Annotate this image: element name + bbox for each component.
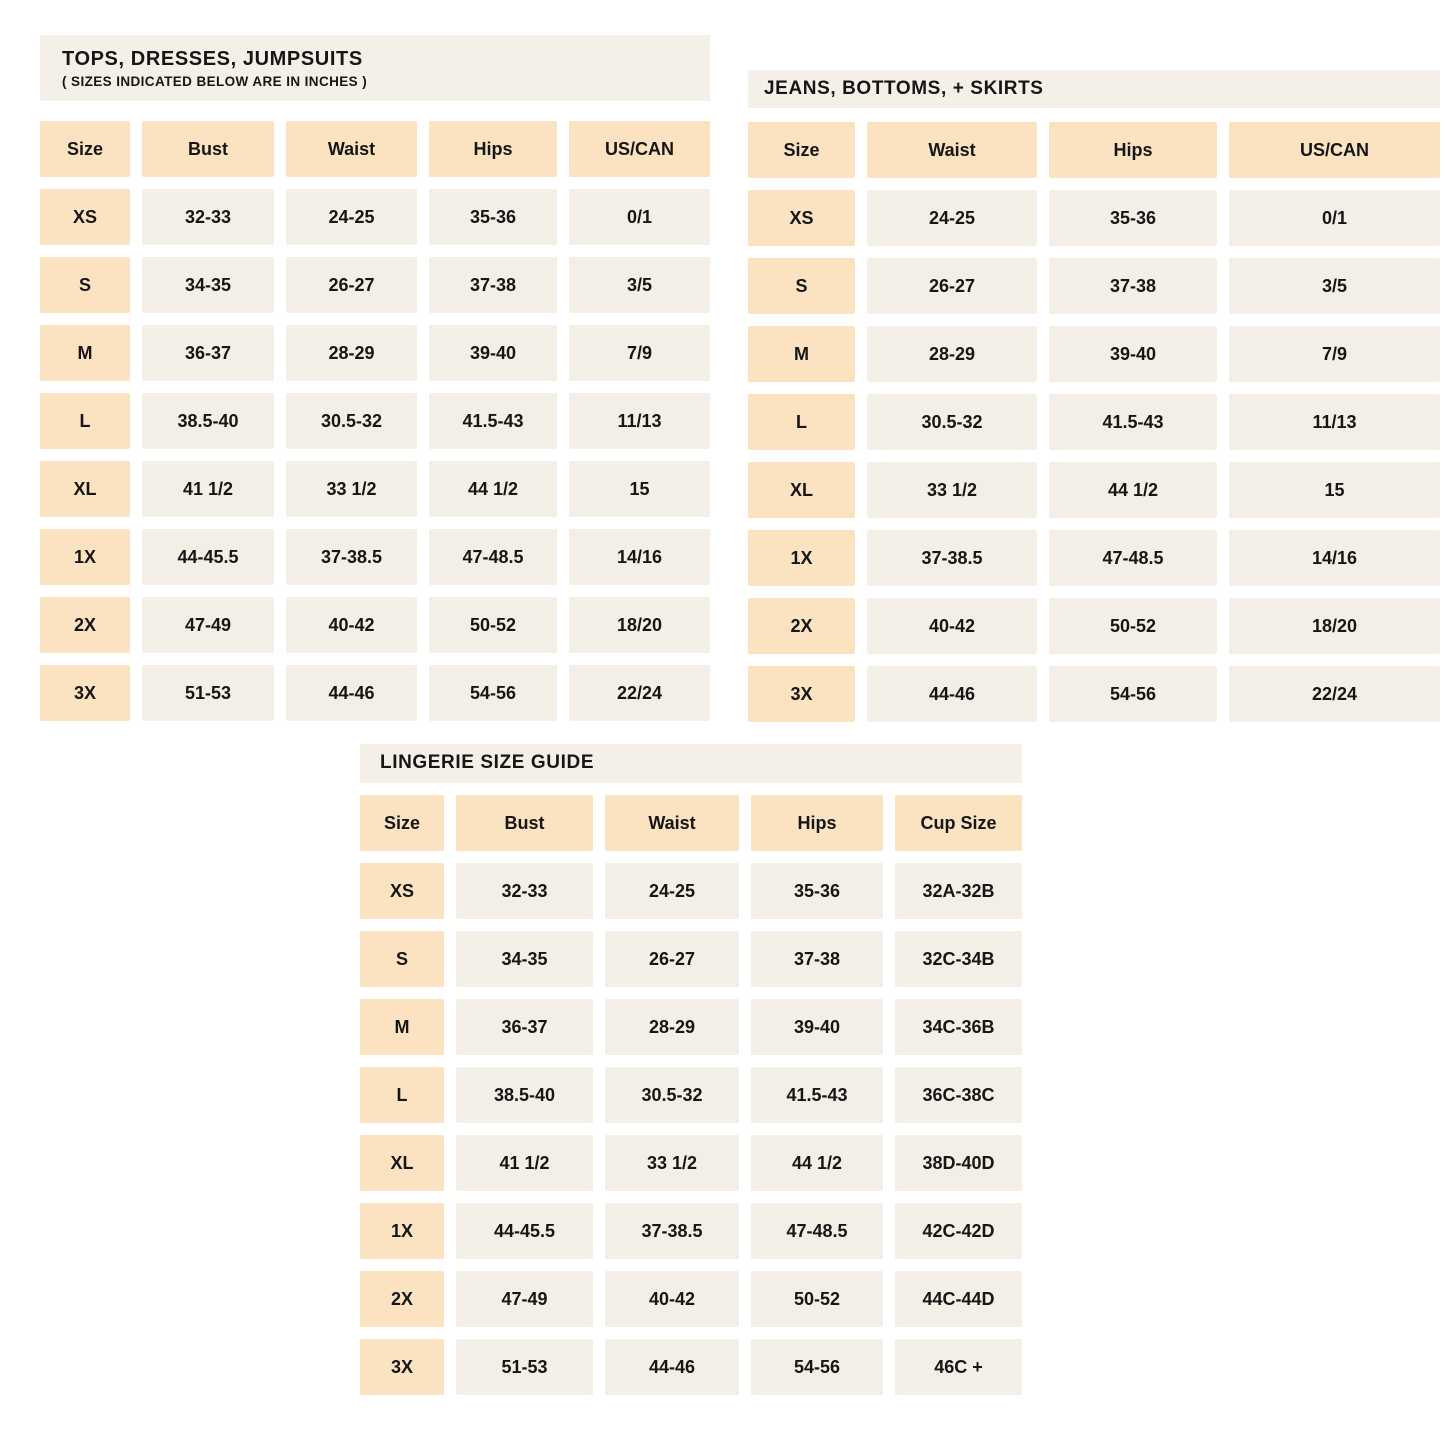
jeans-l-us-can-cell: 11/13: [1229, 394, 1440, 450]
lingerie-xl-bust-cell: 41 1/2: [456, 1135, 593, 1191]
tops-size-cell-3x: 3X: [40, 665, 130, 721]
lingerie-l-waist-cell: 30.5-32: [605, 1067, 739, 1123]
lingerie-xl-waist-cell: 33 1/2: [605, 1135, 739, 1191]
lingerie-s-cup-size-cell: 32C-34B: [895, 931, 1022, 987]
tops-size-cell-2x: 2X: [40, 597, 130, 653]
lingerie-m-hips-cell: 39-40: [751, 999, 883, 1055]
jeans-1x-us-can-cell: 14/16: [1229, 530, 1440, 586]
jeans-2x-us-can-cell: 18/20: [1229, 598, 1440, 654]
lingerie-size-cell-s: S: [360, 931, 444, 987]
lingerie-xs-hips-cell: 35-36: [751, 863, 883, 919]
tops-size-cell-xs: XS: [40, 189, 130, 245]
tops-3x-waist-cell: 44-46: [286, 665, 417, 721]
tops-xs-waist-cell: 24-25: [286, 189, 417, 245]
tops-1x-us-can-cell: 14/16: [569, 529, 710, 585]
tops-size-cell-xl: XL: [40, 461, 130, 517]
lingerie-column-header-cup-size: Cup Size: [895, 795, 1022, 851]
tops-3x-us-can-cell: 22/24: [569, 665, 710, 721]
tops-3x-bust-cell: 51-53: [142, 665, 274, 721]
lingerie-1x-waist-cell: 37-38.5: [605, 1203, 739, 1259]
lingerie-m-waist-cell: 28-29: [605, 999, 739, 1055]
lingerie-3x-waist-cell: 44-46: [605, 1339, 739, 1395]
lingerie-1x-bust-cell: 44-45.5: [456, 1203, 593, 1259]
tops-title: TOPS, DRESSES, JUMPSUITS: [62, 47, 363, 70]
lingerie-2x-waist-cell: 40-42: [605, 1271, 739, 1327]
jeans-column-header-hips: Hips: [1049, 122, 1217, 178]
tops-s-hips-cell: 37-38: [429, 257, 557, 313]
jeans-grid: [748, 122, 1440, 722]
jeans-2x-hips-cell: 50-52: [1049, 598, 1217, 654]
tops-xs-bust-cell: 32-33: [142, 189, 274, 245]
lingerie-m-cup-size-cell: 34C-36B: [895, 999, 1022, 1055]
lingerie-column-header-bust: Bust: [456, 795, 593, 851]
tops-s-waist-cell: 26-27: [286, 257, 417, 313]
jeans-2x-waist-cell: 40-42: [867, 598, 1037, 654]
tops-2x-waist-cell: 40-42: [286, 597, 417, 653]
lingerie-size-cell-3x: 3X: [360, 1339, 444, 1395]
jeans-size-cell-l: L: [748, 394, 855, 450]
tops-subtitle-note: ( SIZES INDICATED BELOW ARE IN INCHES ): [62, 73, 368, 89]
lingerie-s-waist-cell: 26-27: [605, 931, 739, 987]
lingerie-column-header-hips: Hips: [751, 795, 883, 851]
tops-size-table: [40, 35, 710, 721]
jeans-xl-us-can-cell: 15: [1229, 462, 1440, 518]
tops-1x-waist-cell: 37-38.5: [286, 529, 417, 585]
jeans-1x-hips-cell: 47-48.5: [1049, 530, 1217, 586]
tops-l-us-can-cell: 11/13: [569, 393, 710, 449]
lingerie-size-cell-m: M: [360, 999, 444, 1055]
lingerie-xs-cup-size-cell: 32A-32B: [895, 863, 1022, 919]
lingerie-l-hips-cell: 41.5-43: [751, 1067, 883, 1123]
jeans-size-cell-xs: XS: [748, 190, 855, 246]
lingerie-size-cell-xs: XS: [360, 863, 444, 919]
tops-xl-waist-cell: 33 1/2: [286, 461, 417, 517]
jeans-xs-waist-cell: 24-25: [867, 190, 1037, 246]
tops-column-header-waist: Waist: [286, 121, 417, 177]
lingerie-title: LINGERIE SIZE GUIDE: [380, 752, 595, 774]
lingerie-title-banner: [360, 744, 1022, 783]
tops-m-hips-cell: 39-40: [429, 325, 557, 381]
tops-column-header-bust: Bust: [142, 121, 274, 177]
tops-1x-hips-cell: 47-48.5: [429, 529, 557, 585]
jeans-xs-us-can-cell: 0/1: [1229, 190, 1440, 246]
lingerie-s-hips-cell: 37-38: [751, 931, 883, 987]
lingerie-2x-hips-cell: 50-52: [751, 1271, 883, 1327]
jeans-m-waist-cell: 28-29: [867, 326, 1037, 382]
lingerie-grid: [360, 795, 1022, 1395]
tops-1x-bust-cell: 44-45.5: [142, 529, 274, 585]
lingerie-xl-cup-size-cell: 38D-40D: [895, 1135, 1022, 1191]
tops-column-header-us-can: US/CAN: [569, 121, 710, 177]
tops-l-bust-cell: 38.5-40: [142, 393, 274, 449]
jeans-size-table: [748, 70, 1440, 722]
tops-column-header-hips: Hips: [429, 121, 557, 177]
lingerie-2x-bust-cell: 47-49: [456, 1271, 593, 1327]
jeans-xl-hips-cell: 44 1/2: [1049, 462, 1217, 518]
tops-xs-hips-cell: 35-36: [429, 189, 557, 245]
lingerie-l-cup-size-cell: 36C-38C: [895, 1067, 1022, 1123]
lingerie-size-cell-1x: 1X: [360, 1203, 444, 1259]
jeans-l-hips-cell: 41.5-43: [1049, 394, 1217, 450]
jeans-s-waist-cell: 26-27: [867, 258, 1037, 314]
tops-m-us-can-cell: 7/9: [569, 325, 710, 381]
lingerie-1x-hips-cell: 47-48.5: [751, 1203, 883, 1259]
jeans-m-us-can-cell: 7/9: [1229, 326, 1440, 382]
jeans-size-cell-3x: 3X: [748, 666, 855, 722]
lingerie-size-cell-l: L: [360, 1067, 444, 1123]
lingerie-m-bust-cell: 36-37: [456, 999, 593, 1055]
lingerie-size-table: [360, 744, 1022, 1395]
lingerie-xs-bust-cell: 32-33: [456, 863, 593, 919]
jeans-m-hips-cell: 39-40: [1049, 326, 1217, 382]
tops-3x-hips-cell: 54-56: [429, 665, 557, 721]
tops-2x-hips-cell: 50-52: [429, 597, 557, 653]
jeans-title-banner: [748, 70, 1440, 108]
tops-m-waist-cell: 28-29: [286, 325, 417, 381]
lingerie-s-bust-cell: 34-35: [456, 931, 593, 987]
jeans-title: JEANS, BOTTOMS, + SKIRTS: [764, 77, 1044, 99]
tops-title-banner: [40, 35, 710, 101]
lingerie-3x-hips-cell: 54-56: [751, 1339, 883, 1395]
tops-xl-us-can-cell: 15: [569, 461, 710, 517]
lingerie-column-header-size: Size: [360, 795, 444, 851]
tops-s-bust-cell: 34-35: [142, 257, 274, 313]
jeans-3x-waist-cell: 44-46: [867, 666, 1037, 722]
jeans-column-header-size: Size: [748, 122, 855, 178]
jeans-xl-waist-cell: 33 1/2: [867, 462, 1037, 518]
jeans-1x-waist-cell: 37-38.5: [867, 530, 1037, 586]
jeans-size-cell-1x: 1X: [748, 530, 855, 586]
jeans-s-us-can-cell: 3/5: [1229, 258, 1440, 314]
tops-size-cell-l: L: [40, 393, 130, 449]
tops-2x-us-can-cell: 18/20: [569, 597, 710, 653]
jeans-size-cell-m: M: [748, 326, 855, 382]
lingerie-3x-cup-size-cell: 46C +: [895, 1339, 1022, 1395]
tops-column-header-size: Size: [40, 121, 130, 177]
tops-xl-hips-cell: 44 1/2: [429, 461, 557, 517]
tops-size-cell-s: S: [40, 257, 130, 313]
jeans-s-hips-cell: 37-38: [1049, 258, 1217, 314]
lingerie-size-cell-2x: 2X: [360, 1271, 444, 1327]
jeans-column-header-us-can: US/CAN: [1229, 122, 1440, 178]
jeans-xs-hips-cell: 35-36: [1049, 190, 1217, 246]
jeans-l-waist-cell: 30.5-32: [867, 394, 1037, 450]
tops-xs-us-can-cell: 0/1: [569, 189, 710, 245]
tops-xl-bust-cell: 41 1/2: [142, 461, 274, 517]
lingerie-column-header-waist: Waist: [605, 795, 739, 851]
lingerie-3x-bust-cell: 51-53: [456, 1339, 593, 1395]
lingerie-xs-waist-cell: 24-25: [605, 863, 739, 919]
jeans-size-cell-2x: 2X: [748, 598, 855, 654]
jeans-3x-us-can-cell: 22/24: [1229, 666, 1440, 722]
tops-l-hips-cell: 41.5-43: [429, 393, 557, 449]
jeans-column-header-waist: Waist: [867, 122, 1037, 178]
lingerie-size-cell-xl: XL: [360, 1135, 444, 1191]
jeans-3x-hips-cell: 54-56: [1049, 666, 1217, 722]
tops-s-us-can-cell: 3/5: [569, 257, 710, 313]
lingerie-xl-hips-cell: 44 1/2: [751, 1135, 883, 1191]
tops-grid: [40, 121, 710, 721]
tops-size-cell-m: M: [40, 325, 130, 381]
lingerie-2x-cup-size-cell: 44C-44D: [895, 1271, 1022, 1327]
lingerie-1x-cup-size-cell: 42C-42D: [895, 1203, 1022, 1259]
tops-m-bust-cell: 36-37: [142, 325, 274, 381]
tops-2x-bust-cell: 47-49: [142, 597, 274, 653]
lingerie-l-bust-cell: 38.5-40: [456, 1067, 593, 1123]
tops-l-waist-cell: 30.5-32: [286, 393, 417, 449]
tops-size-cell-1x: 1X: [40, 529, 130, 585]
jeans-size-cell-s: S: [748, 258, 855, 314]
jeans-size-cell-xl: XL: [748, 462, 855, 518]
